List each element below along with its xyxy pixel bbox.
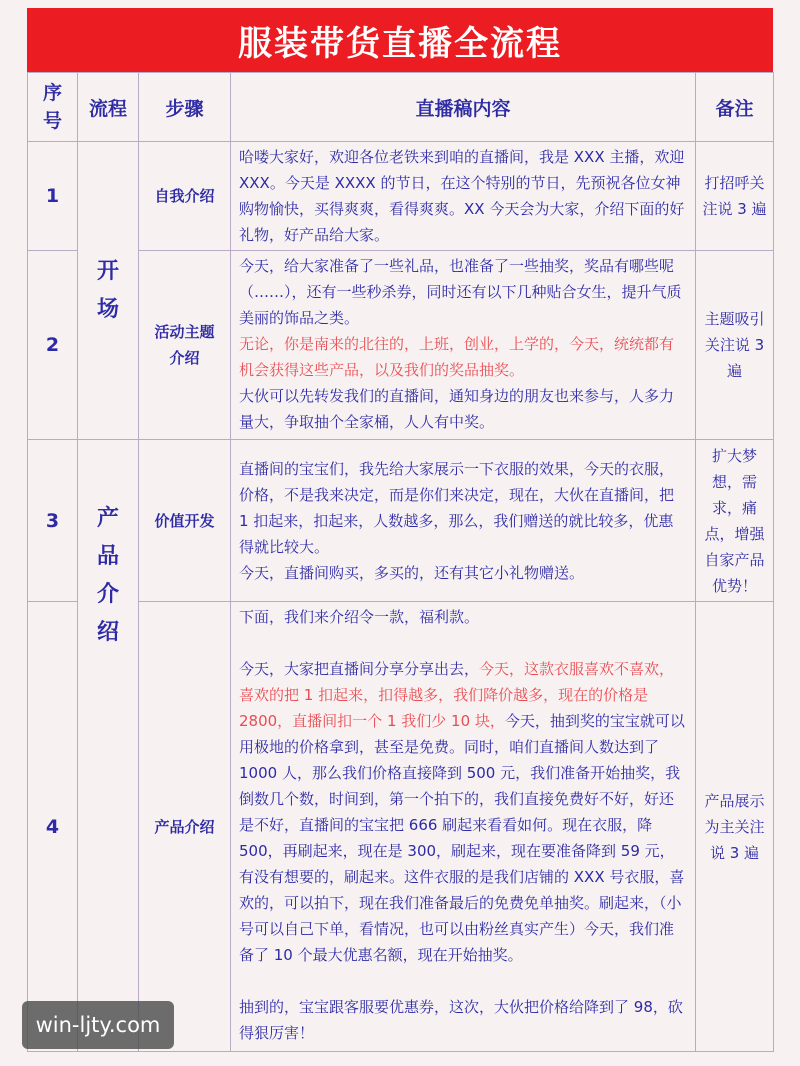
row-note: 主题吸引关注说 3 遍 [696, 251, 774, 440]
row-content: 直播间的宝宝们，我先给大家展示一下衣服的效果，今天的衣服，价格，不是我来决定，而是你们来决定，现在，大伙在直播间，把 1 扣起来，扣起来，人数越多，那么，我们赠送的就比较多，优惠得就比较大。 今天，直播间购买，多买的，还有其它小礼物赠送。 [231, 440, 696, 602]
row-step: 产品介绍 [139, 602, 231, 1052]
row-seq: 1 [28, 142, 78, 251]
row-seq: 3 [28, 440, 78, 602]
row-note: 产品展示为主关注说 3 遍 [696, 602, 774, 1052]
header-flow: 流程 [78, 73, 139, 142]
row-seq: 2 [28, 251, 78, 440]
row-content: 下面，我们来介绍令一款，福利款。 今天，大家把直播间分享分享出去，今天，这款衣服喜欢不喜欢，喜欢的把 1 扣起来，扣得越多，我们降价越多，现在的价格是 2800，直播间扣一个 1 我们少 10 块，今天，抽到奖的宝宝就可以用极地的价格拿到，甚至是免费。同时，咱们直播间人数达到了 1000 人，那么我们价格直接降到 500 元，我们准备开始抽奖，我倒数几个数，时间到，第一个拍下的，我们直接免费好不好，好还是不好，直播间的宝宝把 666 刷起来看看如何。现在衣服，降 500，再刷起来，现在是 300，刷起来，现在要准备降到 59 元，有没有想要的，刷起来。这件衣服的是我们店铺的 XXX 号衣服，喜欢的，可以拍下，现在我们准备最后的免费免单抽奖。刷起来，（小号可以自己下单，看情况，也可以由粉丝真实产生）今天，我们准备了 10 个最大优惠名额，现在开始抽奖。 抽到的，宝宝跟客服要优惠券，这次，大伙把价格给降到了 98，砍得狠厉害！ [231, 602, 696, 1052]
header-note: 备注 [696, 73, 774, 142]
table-row [28, 440, 774, 602]
flow-product: 产品介绍 [78, 440, 139, 1052]
header-row [28, 73, 774, 142]
table-row [28, 142, 774, 251]
row-note: 扩大梦想，需求，痛点，增强自家产品优势！ [696, 440, 774, 602]
flow-opening: 开场 [78, 142, 139, 440]
row-note: 打招呼关注说 3 遍 [696, 142, 774, 251]
row-step: 价值开发 [139, 440, 231, 602]
page-title: 服装带货直播全流程 [27, 8, 773, 72]
script-table [27, 72, 774, 1052]
watermark: win-ljty.com [22, 1001, 174, 1049]
table-row [28, 602, 774, 1052]
row-step: 活动主题介绍 [139, 251, 231, 440]
row-seq: 4 [28, 602, 78, 1052]
header-content: 直播稿内容 [231, 73, 696, 142]
row-step: 自我介绍 [139, 142, 231, 251]
header-step: 步骤 [139, 73, 231, 142]
row-content: 今天，给大家准备了一些礼品，也准备了一些抽奖，奖品有哪些呢（……），还有一些秒杀券，同时还有以下几种贴合女生，提升气质美丽的饰品之类。 无论，你是南来的北往的，上班，创业，上学的，今天，统统都有机会获得这些产品，以及我们的奖品抽奖。 大伙可以先转发我们的直播间，通知身边的朋友也来参与，人多力量大，争取抽个全家桶，人人有中奖。 [231, 251, 696, 440]
row-content: 哈喽大家好，欢迎各位老铁来到咱的直播间，我是 XXX 主播，欢迎 XXX。今天是 XXXX 的节日，在这个特别的节日，先预祝各位女神购物愉快，买得爽爽，看得爽爽。XX 今天会为大家，介绍下面的好礼物，好产品给大家。 [231, 142, 696, 251]
table-row [28, 251, 774, 440]
header-seq: 序号 [28, 73, 78, 142]
